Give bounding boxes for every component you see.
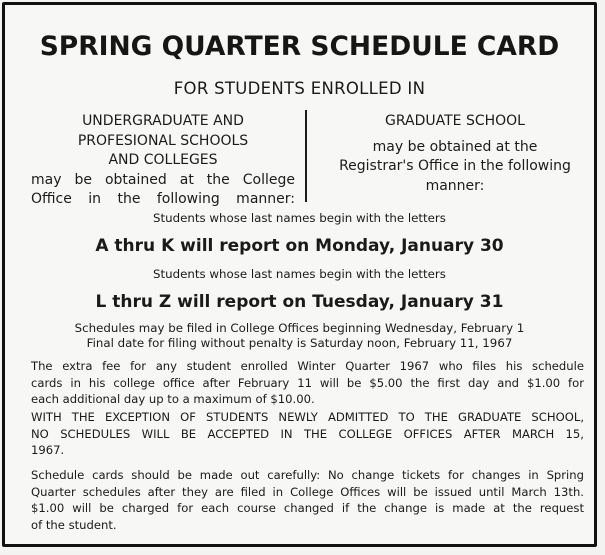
graduate-line-4: manner: (425, 177, 485, 194)
intro-l-z: Students whose last names begin with the letters (153, 267, 446, 281)
graduate-line-1: GRADUATE SCHOOL (385, 113, 525, 129)
graduate-line-3: Registrar's Office in the following (339, 158, 571, 174)
fee-line-3: each additional day up to a maximum of $10.00. (31, 392, 315, 406)
graduate-line-2: may be obtained at the (372, 138, 538, 155)
change-policy-paragraph (31, 467, 584, 533)
undergraduate-column (31, 112, 295, 210)
column-divider (305, 110, 307, 202)
extra-fee-paragraph (31, 358, 584, 408)
notice-title: SPRING QUARTER SCHEDULE CARD (39, 31, 560, 62)
schedule-card-notice (2, 2, 597, 547)
fee-line-1: The extra fee for any student enrolled Winter Quarter 1967 who files his schedule (31, 359, 584, 373)
filing-begins: Schedules may be filed in College Offices beginning Wednesday, February 1 (74, 321, 525, 335)
intro-a-k: Students whose last names begin with the letters (153, 211, 446, 225)
filing-deadline: Final date for filing without penalty is Saturday noon, February 11, 1967 (86, 336, 513, 350)
careful-line-3: $1.00 will be charged for each course changed if the change is made at the request (31, 501, 584, 515)
careful-line-2: Quarter schedules after they are filed in College Offices will be issued until March 13th. (31, 484, 584, 499)
notice-subtitle: FOR STUDENTS ENROLLED IN (173, 79, 426, 98)
undergrad-line-3: AND COLLEGES (108, 152, 218, 168)
undergrad-line-2: PROFESIONAL SCHOOLS (77, 132, 249, 149)
report-l-z: L thru Z will report on Tuesday, January 31 (95, 292, 504, 312)
undergrad-line-4: may be obtained at the College (31, 171, 295, 188)
undergrad-line-5: Office in the following manner: (31, 191, 295, 207)
report-a-k: A thru K will report on Monday, January 30 (95, 236, 504, 256)
exception-line-3: 1967. (31, 443, 65, 457)
careful-line-4: of the student. (31, 517, 117, 532)
fee-line-2: cards in his college office after February 11 will be $5.00 the first day and $1.00 for (31, 375, 584, 390)
exception-line-2: NO SCHEDULES WILL BE ACCEPTED IN THE COLLEGE OFFICES AFTER MARCH 15, (31, 426, 584, 441)
exception-paragraph (31, 409, 584, 459)
exception-line-1: WITH THE EXCEPTION OF STUDENTS NEWLY ADMITTED TO THE GRADUATE SCHOOL, (31, 410, 584, 424)
graduate-column (317, 112, 593, 196)
careful-line-1: Schedule cards should be made out carefully: No change tickets for changes in Spring (31, 468, 584, 482)
undergrad-line-1: UNDERGRADUATE AND (82, 113, 244, 129)
